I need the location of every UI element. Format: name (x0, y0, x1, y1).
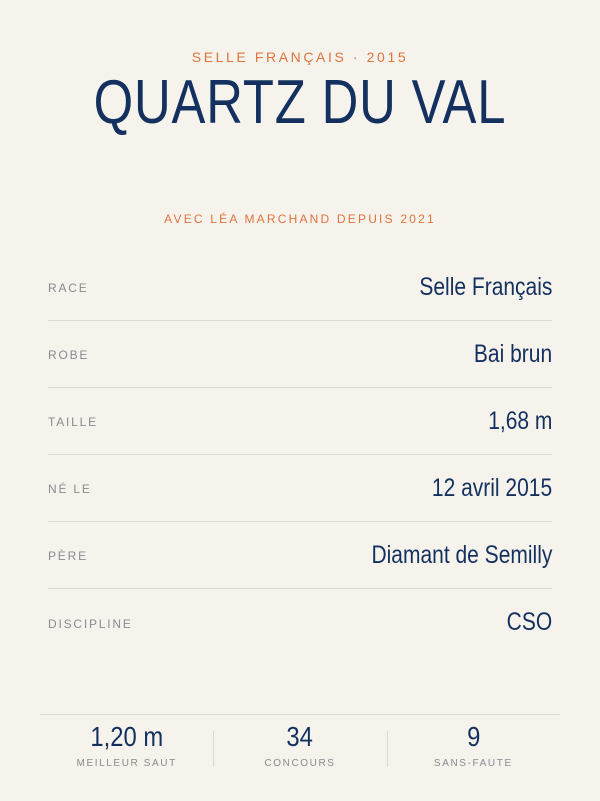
detail-value: Selle Français (418, 272, 552, 301)
detail-label: NÉ LE (48, 482, 92, 496)
detail-value: 12 avril 2015 (431, 473, 552, 502)
detail-row-discipline (48, 589, 552, 656)
detail-value: Diamant de Semilly (371, 540, 552, 569)
details-list (48, 254, 552, 656)
detail-label: RACE (48, 281, 89, 295)
partnership-since: AVEC LÉA MARCHAND DEPUIS 2021 (164, 212, 436, 226)
detail-value: Bai brun (473, 339, 552, 368)
detail-value: 1,68 m (487, 406, 552, 435)
detail-row-sire (48, 522, 552, 589)
detail-label: TAILLE (48, 415, 98, 429)
stat-label: SANS-FAUTE (433, 758, 513, 769)
detail-value: CSO (506, 608, 552, 636)
detail-row-robe (48, 321, 552, 388)
detail-row-birthdate (48, 455, 552, 522)
stat-value: 9 (466, 721, 480, 752)
detail-label: ROBE (48, 348, 90, 362)
stat-best-jump (40, 715, 213, 801)
detail-row-taille (48, 388, 552, 455)
stats-bar (40, 714, 560, 801)
stat-label: MEILLEUR SAUT (76, 758, 177, 769)
stat-value: 34 (286, 721, 314, 752)
detail-label: PÈRE (48, 549, 88, 563)
breed-year-kicker: SELLE FRANÇAIS · 2015 (191, 49, 409, 65)
stat-label: CONCOURS (264, 758, 336, 769)
stat-clear-rounds (387, 715, 560, 801)
detail-label: DISCIPLINE (48, 616, 133, 631)
horse-name-title: QUARTZ DU VAL (93, 68, 507, 137)
detail-row-race (48, 254, 552, 321)
stat-competitions (213, 715, 386, 801)
stat-value: 1,20 m (90, 721, 164, 752)
